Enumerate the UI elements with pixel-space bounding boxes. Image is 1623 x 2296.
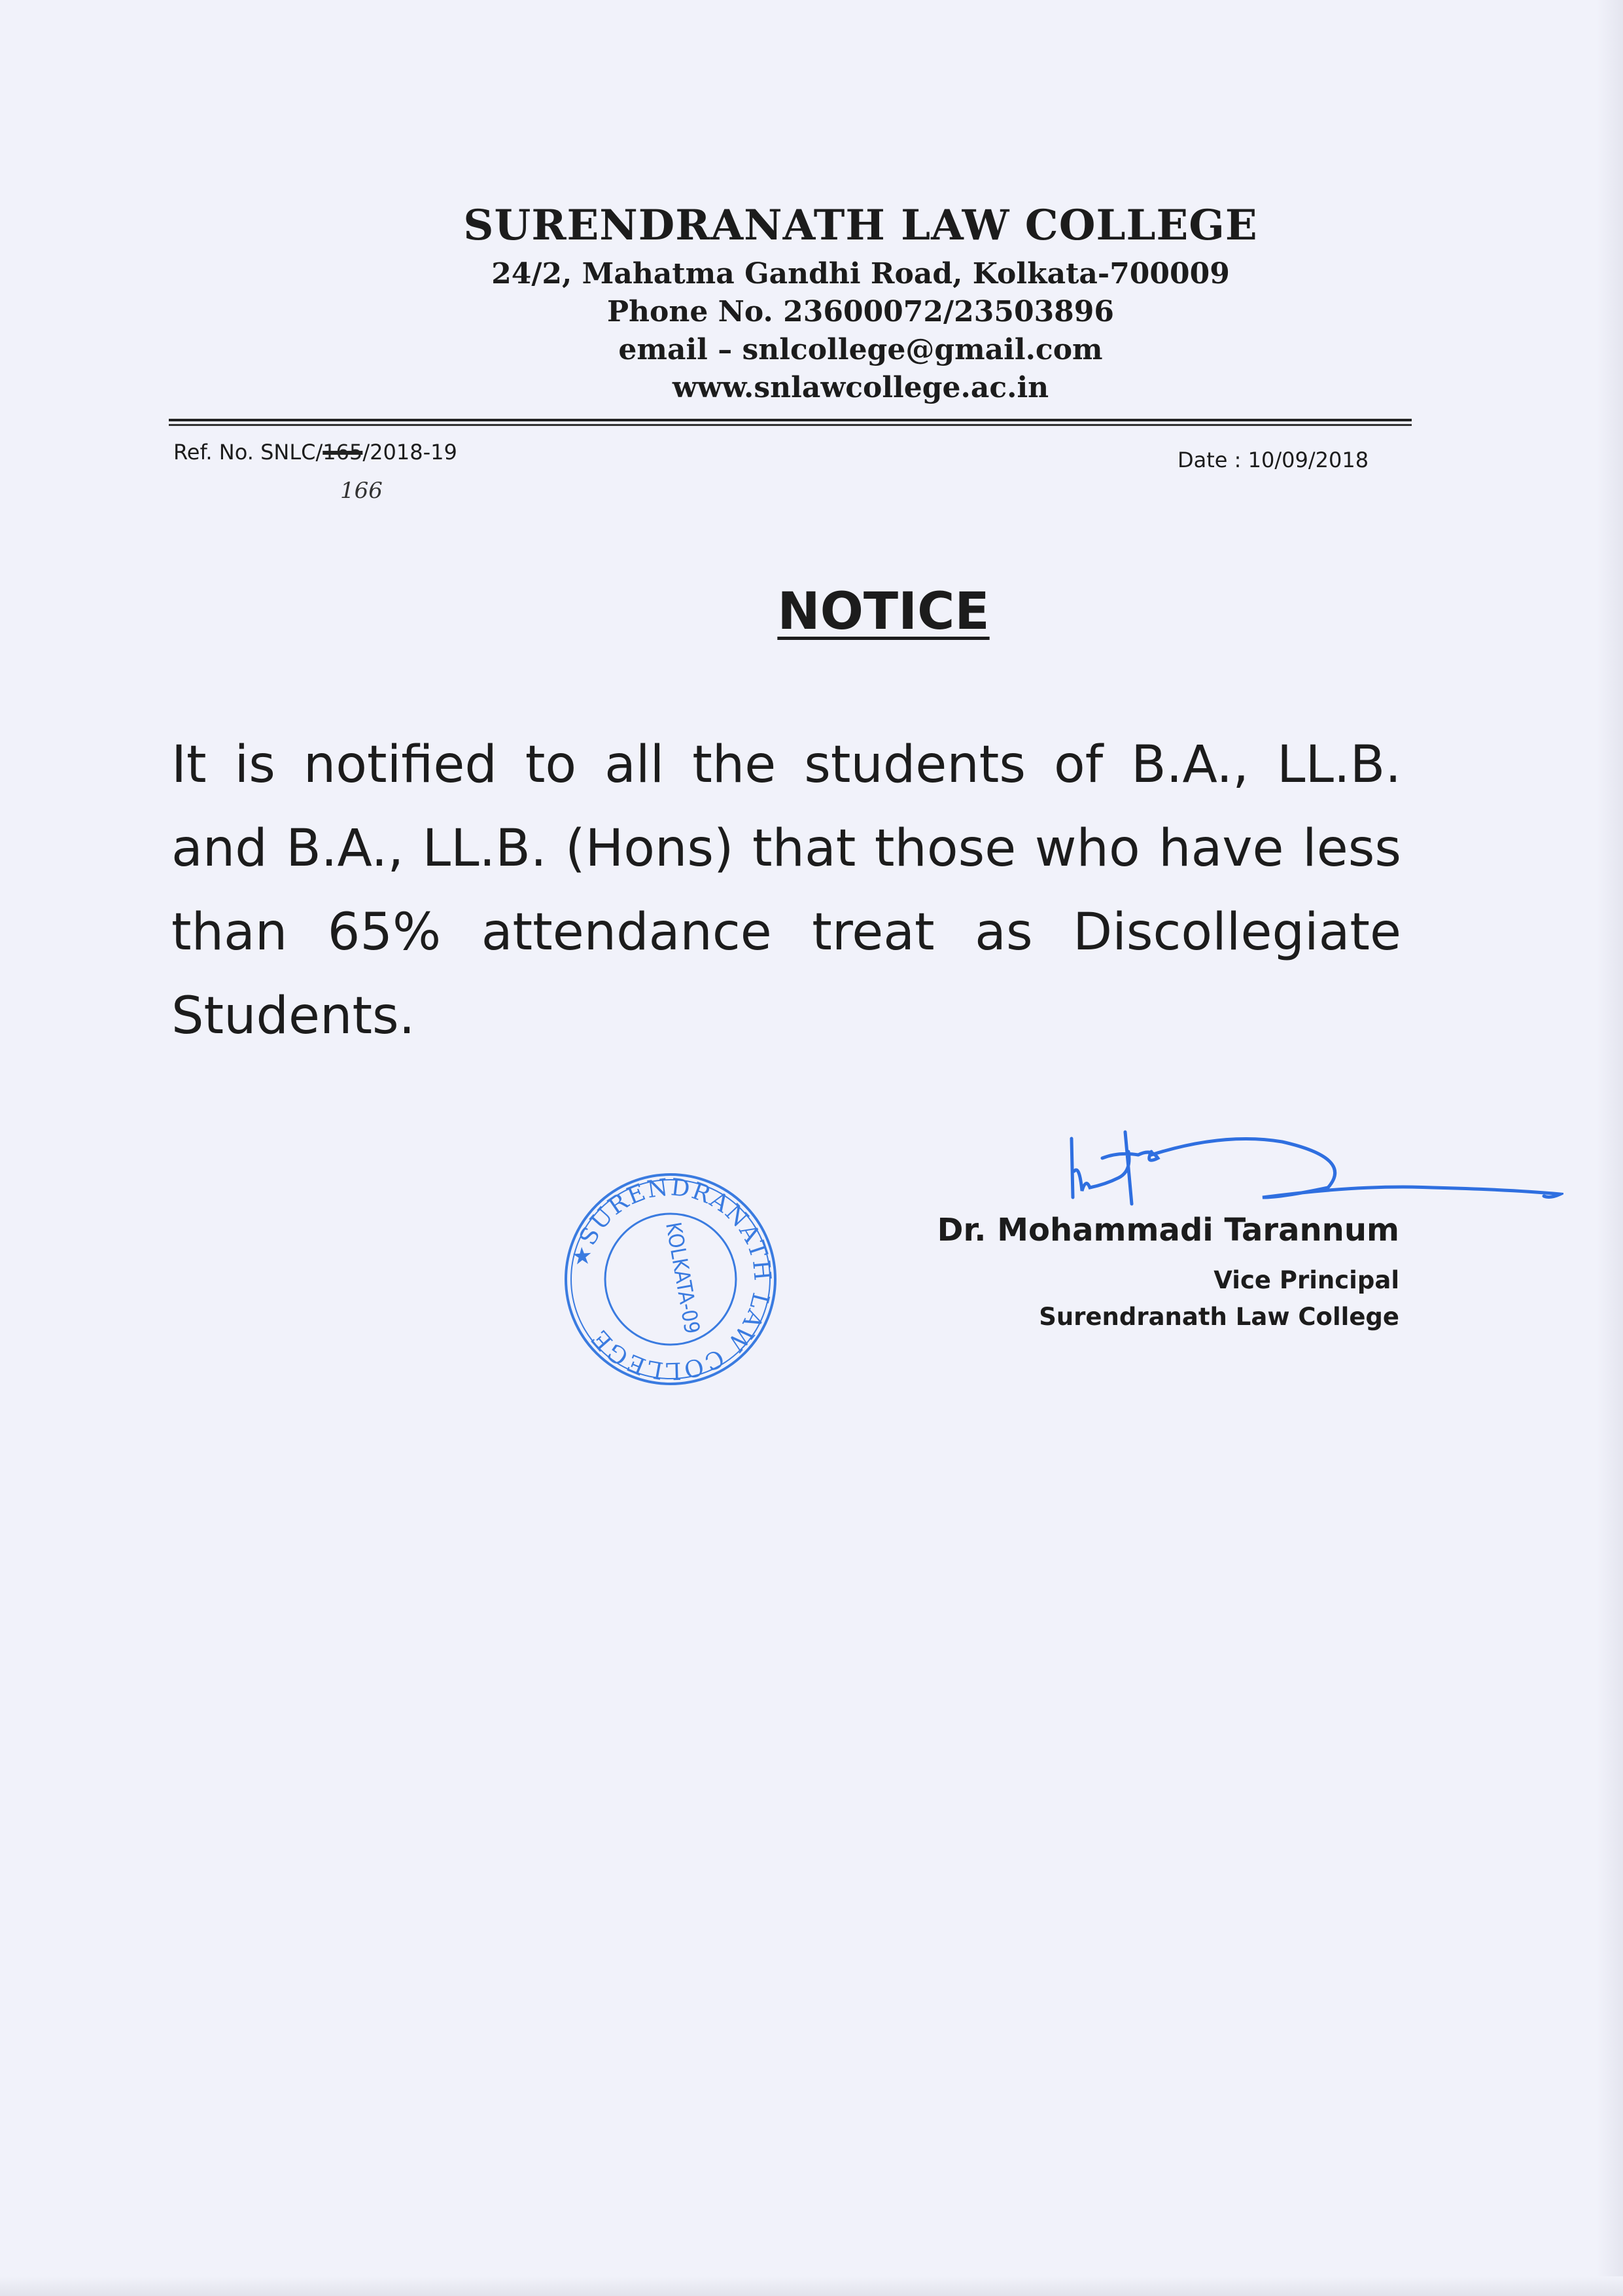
- paper-edge-bottom: [0, 2276, 1623, 2296]
- notice-body: It is notified to all the students of B.A., LL.B. and B.A., LL.B. (Hons) that those who have less than 65% attendance treat as Discollegiate Students.: [171, 735, 1401, 1046]
- reference-prefix: Ref. No. SNLC/: [173, 440, 323, 465]
- college-seal: [559, 1168, 782, 1390]
- notice-title: NOTICE: [777, 582, 990, 641]
- signature-stroke-flourish: [1151, 1139, 1560, 1198]
- institution-phone: Phone No. 23600072/23503896: [606, 295, 1115, 328]
- institution-address: 24/2, Mahatma Gandhi Road, Kolkata-700009: [491, 257, 1230, 291]
- signatory-institution: Surendranath Law College: [1039, 1303, 1399, 1331]
- notice-heading: [0, 582, 1623, 641]
- notice-date: Date : 10/09/2018: [1178, 448, 1369, 472]
- signature-stroke-initials: [1072, 1132, 1158, 1204]
- seal-inner-text: KOLKATA-09: [661, 1220, 705, 1336]
- reference-struck-number: 165: [323, 440, 363, 465]
- seal-outer-text: ★SURENDRANATH LAW COLLEGE: [566, 1174, 776, 1385]
- reference-handwritten-correction: 166: [340, 478, 383, 504]
- letterhead: [0, 196, 1623, 407]
- institution-website: www.snlawcollege.ac.in: [672, 371, 1049, 404]
- reference-number: [173, 440, 457, 465]
- institution-email: email – snlcollege@gmail.com: [618, 333, 1103, 366]
- letterhead-divider: [169, 419, 1412, 421]
- signatory-block: [937, 1207, 1399, 1335]
- seal-star-icon: ★: [566, 1241, 599, 1271]
- institution-name: SURENDRANATH LAW COLLEGE: [463, 201, 1258, 250]
- reference-suffix: /2018-19: [362, 440, 457, 465]
- letterhead-divider-secondary: [169, 424, 1412, 426]
- signatory-name: Dr. Mohammadi Tarannum: [937, 1212, 1399, 1248]
- signatory-designation: Vice Principal: [1213, 1266, 1399, 1294]
